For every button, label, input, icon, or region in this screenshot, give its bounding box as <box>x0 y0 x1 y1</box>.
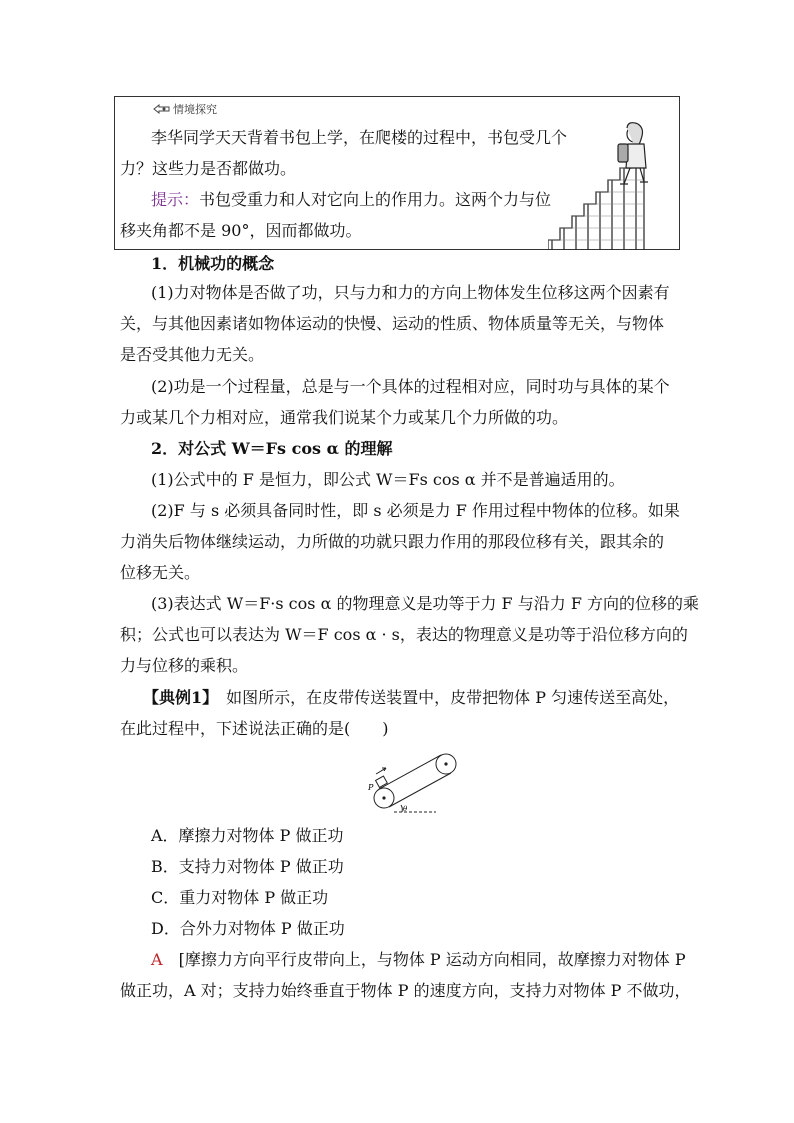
conveyor-belt-figure <box>364 746 464 818</box>
section2-heading: 2．对公式 W＝Fs cos α 的理解 <box>151 439 393 458</box>
answer-letter: A <box>151 950 163 969</box>
section2-p3-line2: 积；公式也可以表达为 W＝F cos α · s，表达的物理意义是功等于沿位移方向的 <box>120 625 688 644</box>
hint-label: 提示： <box>151 190 200 209</box>
example-stem-text: 如图所示，在皮带传送装置中，皮带把物体 P 匀速传送至高处， <box>226 688 680 707</box>
arrow-tag-icon <box>153 104 171 114</box>
example-label: 【典例1】 <box>143 688 211 707</box>
scenario-tag-text: 情境探究 <box>173 103 217 116</box>
scenario-question-line1: 李华同学天天背着书包上学，在爬楼的过程中，书包受几个 <box>151 128 568 147</box>
figure-label-theta: θ <box>403 805 408 813</box>
section2-p3-line1: (3)表达式 W＝F·s cos α 的物理意义是功等于力 F 与沿力 F 方向的位移的乘 <box>151 594 700 613</box>
stairs-climber-illustration <box>548 122 668 250</box>
scenario-hint-line2: 移夹角都不是 90°，因而都做功。 <box>120 221 362 240</box>
section1-p1-line1: (1)力对物体是否做了功，只与力和力的方向上物体发生位移这两个因素有 <box>151 283 670 302</box>
example-stem-line2: 在此过程中，下述说法正确的是( ) <box>120 719 389 738</box>
section2-p2-line2: 力消失后物体继续运动，力所做的功就只跟力作用的那段位移有关，跟其余的 <box>120 532 665 551</box>
section1-p1-line2: 关，与其他因素诸如物体运动的快慢、运动的性质、物体质量等无关，与物体 <box>120 314 665 333</box>
scenario-question-line2: 力？这些力是否都做功。 <box>120 159 297 178</box>
option-d: D．合外力对物体 P 做正功 <box>151 919 345 938</box>
section2-p1: (1)公式中的 F 是恒力，即公式 W＝Fs cos α 并不是普遍适用的。 <box>151 470 625 489</box>
section1-p2-line1: (2)功是一个过程量，总是与一个具体的过程相对应，同时功与具体的某个 <box>151 377 670 396</box>
option-c: C．重力对物体 P 做正功 <box>151 888 329 907</box>
answer-explain-1: [摩擦力方向平行皮带向上，与物体 P 运动方向相同，故摩擦力对物体 P <box>178 950 686 969</box>
option-a: A．摩擦力对物体 P 做正功 <box>151 826 344 845</box>
scenario-hint-line1 <box>151 190 551 210</box>
section2-p2-line3: 位移无关。 <box>120 563 201 582</box>
option-b: B．支持力对物体 P 做正功 <box>151 857 344 876</box>
section1-p1-line3: 是否受其他力无关。 <box>120 345 265 364</box>
answer-line1 <box>151 950 686 970</box>
example-stem-line1 <box>143 688 679 708</box>
section1-heading: 1．机械功的概念 <box>151 254 275 273</box>
section1-p2-line2: 力或某几个力相对应，通常我们说某个力或某几个力所做的功。 <box>120 408 569 427</box>
hint-text-1: 书包受重力和人对它向上的作用力。这两个力与位 <box>199 190 552 209</box>
answer-line2: 做正功，A 对；支持力始终垂直于物体 P 的速度方向，支持力对物体 P 不做功， <box>120 981 691 1000</box>
scenario-tag <box>153 101 217 117</box>
figure-label-p: P <box>368 783 374 792</box>
section2-p2-line1: (2)F 与 s 必须具备同时性，即 s 必须是力 F 作用过程中物体的位移。如果 <box>151 501 680 520</box>
section2-p3-line3: 力与位移的乘积。 <box>120 656 249 675</box>
